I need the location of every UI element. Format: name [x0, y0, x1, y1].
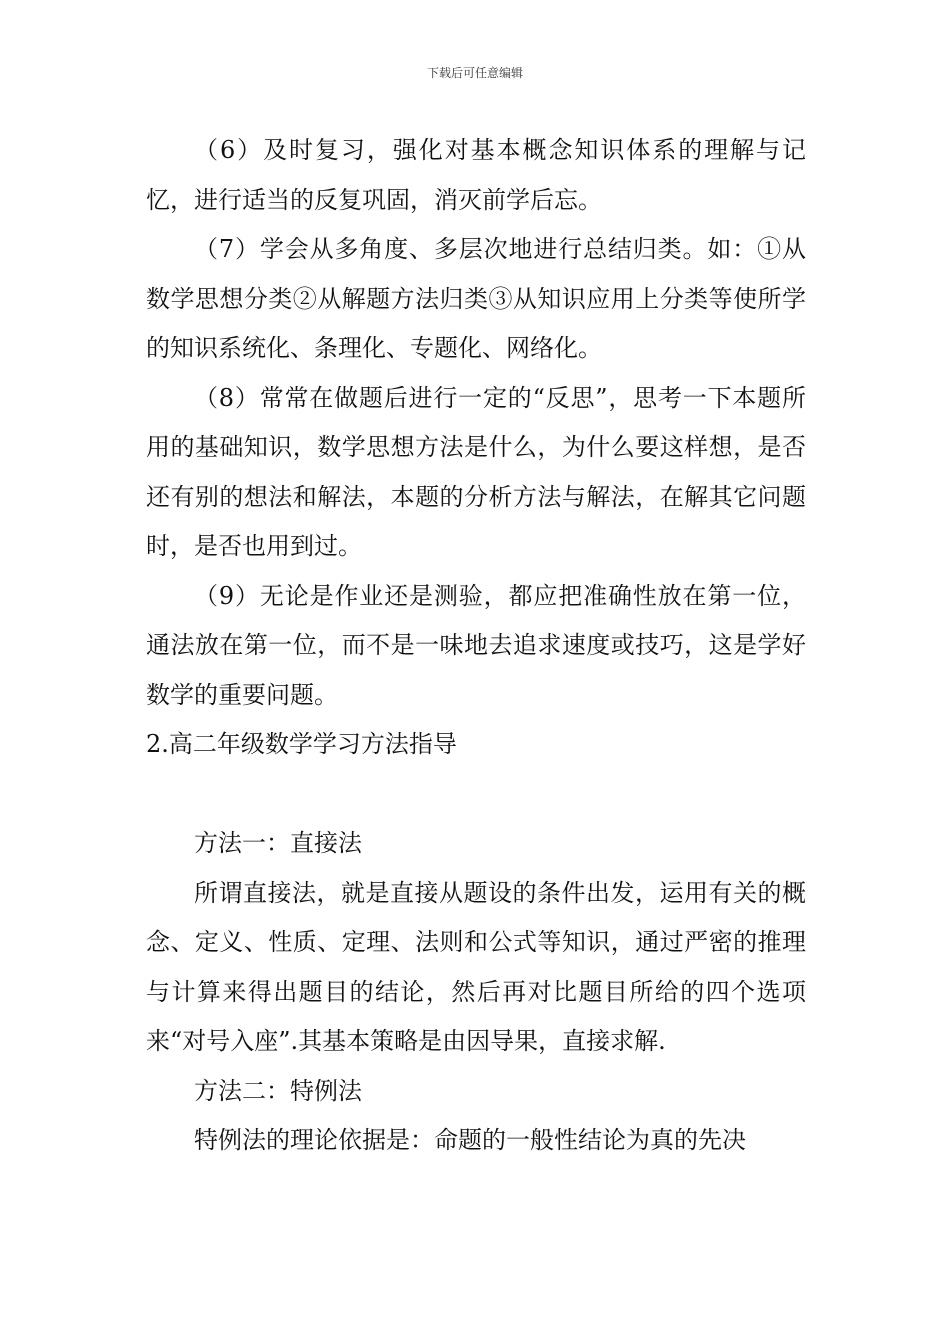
- blank-line: [146, 770, 806, 820]
- page-header: 下载后可任意编辑: [426, 66, 523, 80]
- method-one-body: 所谓直接法，就是直接从题设的条件出发，运用有关的概念、定义、性质、定理、法则和公式等知识，通过严密的推理与计算来得出题目的结论，然后再对比题目所给的四个选项来“对号入座”.其基本策略是由因导果，直接求解.: [146, 878, 806, 1055]
- paragraph-9: （9）无论是作业还是测验，都应把准确性放在第一位，通法放在第一位，而不是一味地去追求速度或技巧，这是学好数学的重要问题。: [146, 581, 806, 709]
- method-two-title: 方法二：特例法: [194, 1076, 362, 1105]
- method-two-body: 特例法的理论依据是：命题的一般性结论为真的先决: [194, 1126, 746, 1154]
- section-title: 2.高二年级数学学习方法指导: [146, 730, 457, 758]
- paragraph-6: （6）及时复习，强化对基本概念知识体系的理解与记忆，进行适当的反复巩固，消灭前学后忘。: [146, 136, 806, 214]
- method-one-title: 方法一：直接法: [194, 829, 362, 857]
- paragraph-7: （7）学会从多角度、多层次地进行总结归类。如：①从数学思想分类②从解题方法归类③从知识应用上分类等使所学的知识系统化、条理化、专题化、网络化。: [146, 235, 806, 362]
- paragraph-8: （8）常常在做题后进行一定的“反思”，思考一下本题所用的基础知识，数学思想方法是什么，为什么要这样想，是否还有别的想法和解法，本题的分析方法与解法，在解其它问题时，是否也用到过。: [146, 383, 806, 560]
- document-body: [146, 126, 806, 1166]
